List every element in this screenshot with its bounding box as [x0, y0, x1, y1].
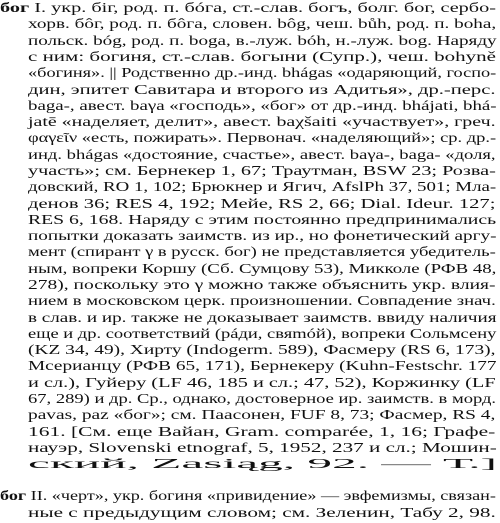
text-line: участь»; см. Бернекер 1, 67; Траутман, BSW 23; Розва- — [28, 162, 496, 178]
text-line: φαγεῖν «есть, пожирать». Первонач. «наделяющий»; ср. др.- — [28, 130, 497, 146]
text-line: 278), поскольку это γ можно также объяснить укр. влия- — [28, 276, 496, 292]
text-line: jatē «наделяет, делит», авест. baχšaiti «участвует», греч. — [28, 114, 496, 129]
text-line: с ним: богиня, ст.-слав. богыни (Супр.), чеш. bohyně — [28, 48, 496, 64]
text-line: 67, 289) и др. Ср., однако, достоверное ир. заимств. в морд. — [28, 391, 497, 406]
text-line: и сл.), Гуйеру (LF 46, 185 и сл.; 47, 52), Коржинку (LF — [28, 374, 496, 390]
text-line: мент (спирант γ в русск. бог) не представляется убедитель- — [28, 244, 496, 260]
text-line: хорв. бôг, род. п. бôга, словен. bôg, чеш. bůh, род. п. boha, — [28, 16, 497, 32]
text-line: денов 36; RES 4, 192; Мейе, RS 2, 66; Dial. Ideur. 127; — [28, 195, 496, 211]
text-line: pavas, paz «бог»; см. Паасонен, FUF 8, 73; Фасмер, RS 4, — [28, 407, 496, 423]
text-line: бог II. «черт», укр. богиня «привидение» — эвфемизмы, связан- — [0, 488, 496, 504]
text-line: baga-, авест. baγa «господь», «бог» от др.-инд. bhájati, bhá- — [28, 97, 497, 113]
text-line: науэр, Slovenski etnograf, 5, 1952, 237 и сл.; Мошин- — [28, 439, 497, 455]
text-line: дин, эпитет Савитара и второго из Адитья», др.-перс. — [28, 81, 496, 97]
text-line: инд. bhágas «достояние, счастье», авест. baγa-, baga- «доля, — [28, 146, 496, 162]
text-line: нием в московском церк. произношении. Совпадение знач. — [28, 293, 496, 309]
text-line: попытки доказать заимств. из ир., но фонетический аргу- — [28, 228, 497, 244]
text-line: Мсерианцу (РФВ 65, 171), Бернекеру (Kuhn-Festschr. 177 — [28, 358, 497, 374]
text-line: ным, вопреки Коршу (Сб. Сумцову 53), Микколе (РФВ 48, — [28, 260, 497, 276]
text-line: довский, RO 1, 102; Брюкнер и Ягич, AfslPh 37, 501; Мла- — [28, 179, 497, 195]
entry-headword: бог — [0, 488, 27, 504]
text-line: RES 6, 168. Наряду с этим постоянно предпринимались — [28, 211, 497, 227]
text-line: польск. bóg, род. п. boga, в.-луж. bóh, н.-луж. bog. Наряду — [28, 32, 497, 48]
text-line: ные с предыдущим словом; см. Зеленин, Табу 2, 98. — [28, 504, 496, 520]
text-line: бог I. укр. біг, род. п. бóга, ст.-слав. богъ, болг. бог, сербо- — [0, 0, 496, 15]
text-line: 161. [См. еще Вайан, Gram. comparée, 1, 16; Графе- — [28, 423, 496, 439]
text-line: ский, Zasiąg, 92. — Т.] — [28, 456, 498, 472]
text-line: «богиня». || Родственно др.-инд. bhágas «одаряющий, госпо- — [28, 65, 497, 81]
text-line: в слав. и ир. также не доказывает заимств. ввиду наличия — [28, 309, 497, 325]
entry-headword: бог — [0, 0, 30, 15]
text-line: еще и др. соответствий (рáди, свяmóй), вопреки Сольмсену — [28, 325, 497, 341]
text-line: (KZ 34, 49), Хирту (Indogerm. 589), Фасмеру (RS 6, 173), — [28, 342, 496, 358]
